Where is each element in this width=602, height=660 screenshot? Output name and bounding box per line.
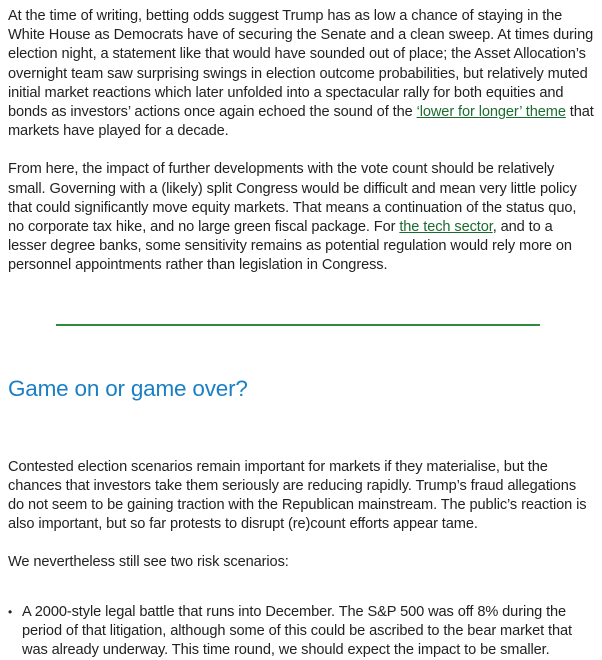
paragraph-text: that markets have played for a decade. [8, 104, 594, 140]
paragraph-vote-count [8, 160, 594, 275]
paragraph-contested-election: Contested election scenarios remain important for markets if they materialise, but the chances that investors take them seriously are reducing rapidly. Trump’s fraud allegations do not seem to be gaining traction with the Republican mainstream. The public’s reaction is also important, but so far protests to disrupt (re)count efforts appear tame. [8, 458, 587, 533]
paragraph-text: At the time of writing, betting odds suggest Trump has as low a chance of staying in the White House as Democrats have of securing the Senate and a clean sweep. At times during election night, a statement like that would have sounded out of place; the Asset Allocation’s overnight team saw surprising swings in election outcome probabilities, but relatively muted initial market reactions which later unfolded into a spectacular rally for both equities and bonds as investors’ actions once again echoed the sound of the [8, 8, 594, 121]
paragraph-risk-scenarios: We nevertheless still see two risk scenarios: [8, 554, 289, 571]
risk-scenario-list [8, 603, 594, 660]
tech-sector-link[interactable]: the tech sector [399, 219, 493, 236]
lower-for-longer-link[interactable]: ‘lower for longer’ theme [416, 104, 566, 121]
list-item [8, 603, 594, 660]
list-item-text: A 2000-style legal battle that runs into December. The S&P 500 was off 8% during the period of that litigation, although some of this could be ascribed to the bear market that was already underway. This time round, we should expect the impact to be smaller. [22, 603, 572, 659]
paragraph-text: From here, the impact of further developments with the vote count should be relatively small. Governing with a (likely) split Congress would be difficult and mean very little policy that could significantly move equity markets. That means a continuation of the status quo, no corporate tax hike, and no large green fiscal package. For [8, 161, 577, 236]
bullet-marker: • [8, 604, 13, 619]
paragraph-betting-odds [8, 7, 594, 141]
section-divider [56, 324, 540, 326]
section-heading: Game on or game over? [8, 375, 248, 401]
paragraph-text: , and to a lesser degree banks, some sensitivity remains as potential regulation would rely more on personnel appointments rather than legislation in Congress. [8, 219, 572, 274]
